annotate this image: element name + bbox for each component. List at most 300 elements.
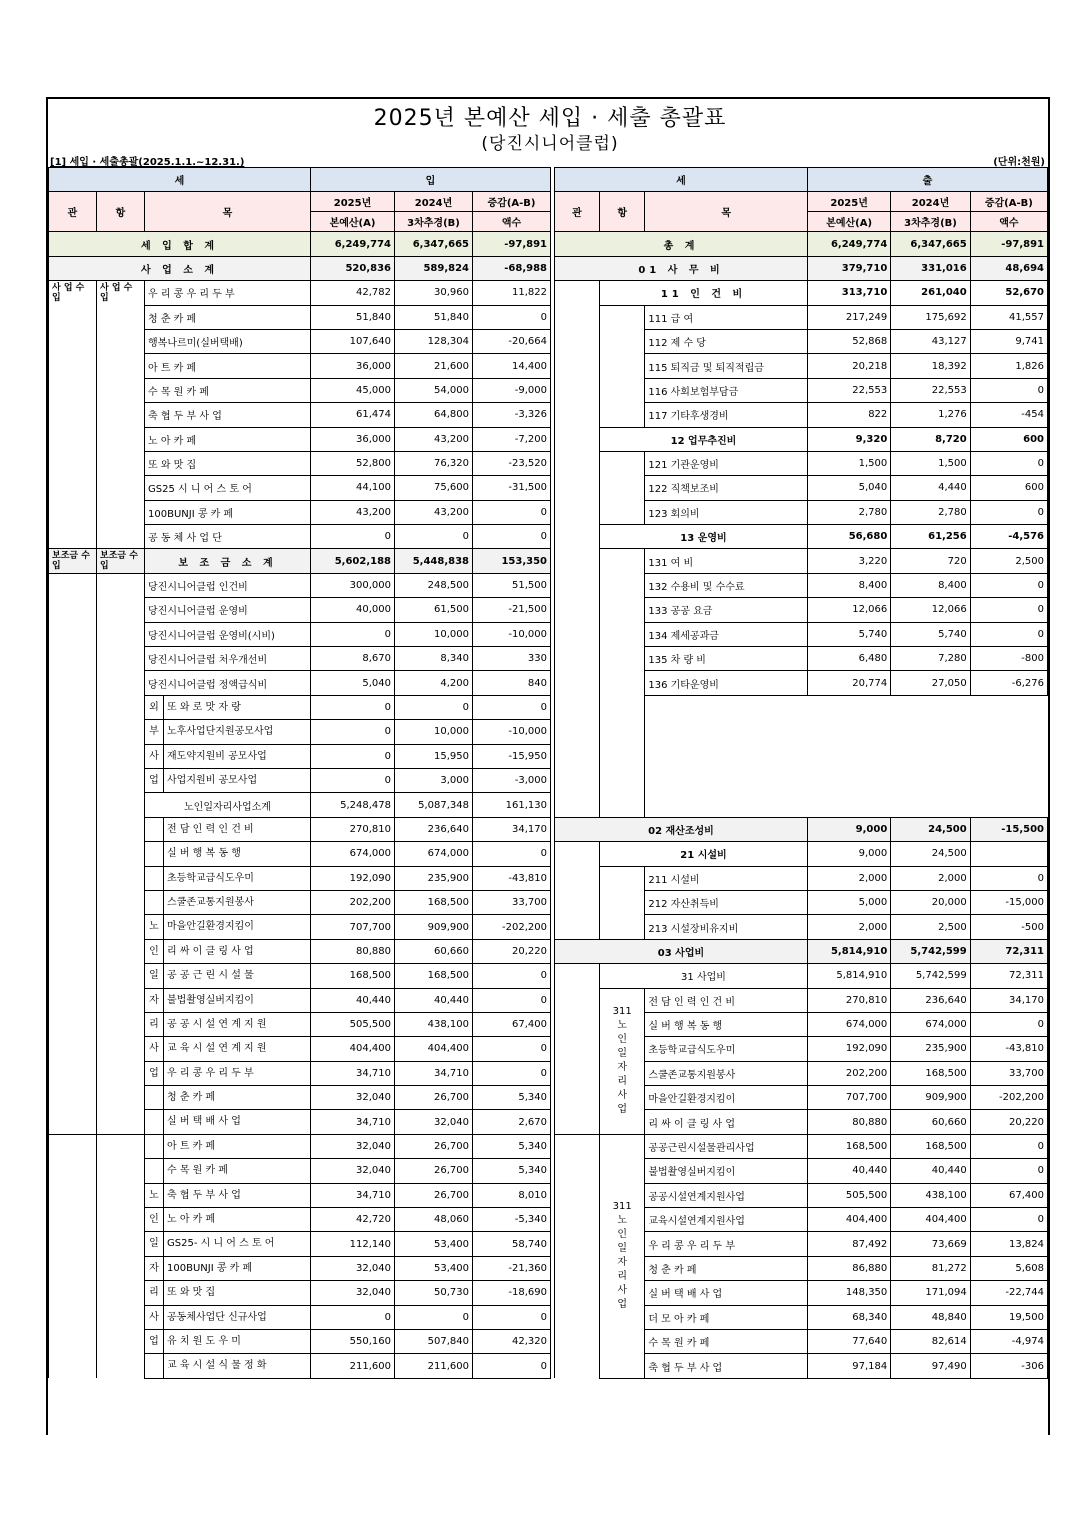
senior-label-char — [145, 1354, 164, 1377]
col-2024-sub: 3차추경(B) — [891, 212, 970, 232]
empty-cell — [49, 720, 97, 744]
value-cell: 0 — [311, 768, 395, 792]
value-cell: 0 — [473, 305, 551, 329]
item-label: 우 리 콩 우 리 두 부 — [645, 1232, 808, 1256]
empty-cell — [555, 671, 600, 695]
biz-rows — [49, 281, 551, 549]
item-label: 또 와 맛 집 — [145, 451, 311, 475]
cell: -68,988 — [473, 256, 551, 280]
value-cell: 54,000 — [395, 378, 473, 402]
value-cell: 438,100 — [395, 1012, 473, 1036]
item-label: 노 아 카 페 — [167, 1214, 216, 1226]
value-cell: -7,200 — [473, 427, 551, 451]
table-row — [555, 378, 1048, 402]
table-row — [555, 354, 1048, 378]
item-label: 당진시니어클럽 처우개선비 — [145, 647, 311, 671]
value-cell: 75,600 — [395, 476, 473, 500]
value-cell: -10,000 — [473, 622, 551, 646]
table-row — [49, 1012, 551, 1036]
value-cell: 6,480 — [807, 647, 890, 671]
senior2-rows — [49, 1134, 551, 1378]
item-label: 당진시니어클럽 운영비 — [145, 598, 311, 622]
value-cell: 48,694 — [970, 256, 1047, 280]
value-cell: 550,160 — [311, 1329, 395, 1353]
expenditure-rows — [555, 256, 1048, 1378]
item-cell — [145, 964, 311, 988]
value-cell: 61,256 — [891, 525, 970, 549]
value-cell: 1,500 — [807, 451, 890, 475]
value-cell: 42,782 — [311, 281, 395, 305]
item-label: 115 퇴직금 및 퇴직적립금 — [645, 354, 808, 378]
senior-label-char — [145, 867, 164, 890]
value-cell: 0 — [970, 1012, 1047, 1036]
empty-cell — [49, 1134, 97, 1158]
value-cell: 27,050 — [891, 671, 970, 695]
value-cell: 20,000 — [891, 890, 970, 914]
empty-cell — [600, 476, 645, 500]
item-label: 수 목 원 카 페 — [167, 1165, 229, 1177]
table-row — [49, 1134, 551, 1158]
item-cell — [145, 1086, 311, 1110]
empty-cell — [555, 1012, 600, 1036]
value-cell: 81,272 — [891, 1256, 970, 1280]
table-row — [49, 744, 551, 768]
value-cell: 11,822 — [473, 281, 551, 305]
value-cell: 40,440 — [891, 1159, 970, 1183]
empty-cell — [555, 329, 600, 353]
value-cell: 5,814,910 — [807, 939, 890, 963]
item-label: 우 리 콩 우 리 두 부 — [145, 281, 311, 305]
item-label: 수 목 원 카 페 — [145, 378, 311, 402]
value-cell: 5,000 — [807, 890, 890, 914]
empty-cell — [600, 378, 645, 402]
table-row — [49, 1305, 551, 1329]
external-label-char: 사 — [145, 745, 164, 768]
value-cell: 235,900 — [891, 1037, 970, 1061]
empty-cell — [97, 939, 145, 963]
value-cell: 61,474 — [311, 403, 395, 427]
value-cell: 8,010 — [473, 1183, 551, 1207]
value-cell: 674,000 — [807, 1012, 890, 1036]
empty-cell — [555, 720, 600, 744]
senior-label-char — [145, 1159, 164, 1182]
value-cell: 8,400 — [891, 573, 970, 597]
value-cell: 707,700 — [311, 915, 395, 939]
value-cell: 5,742,599 — [891, 964, 970, 988]
value-cell: 32,040 — [311, 1159, 395, 1183]
value-cell: 53,400 — [395, 1232, 473, 1256]
table-row — [555, 573, 1048, 597]
value-cell: 5,608 — [970, 1256, 1047, 1280]
empty-cell — [97, 1208, 145, 1232]
p311-label: 311 노 인 일 자 리 사 업 — [600, 1134, 645, 1378]
cell: 520,836 — [311, 256, 395, 280]
value-cell: -18,690 — [473, 1281, 551, 1305]
asset-label: 02 재산조성비 — [555, 817, 808, 841]
empty-cell — [555, 915, 600, 939]
value-cell: 2,780 — [891, 500, 970, 524]
value-cell: 32,040 — [311, 1256, 395, 1280]
empty-cell — [49, 1061, 97, 1085]
empty-cell — [555, 1232, 600, 1256]
ops-label: 13 운영비 — [600, 525, 808, 549]
value-cell: 404,400 — [311, 1037, 395, 1061]
empty-cell — [49, 890, 97, 914]
value-cell: 20,774 — [807, 671, 890, 695]
col-2025-sub: 본예산(A) — [311, 212, 395, 232]
table-row — [49, 915, 551, 939]
value-cell: 211,600 — [311, 1354, 395, 1378]
value-cell: 168,500 — [807, 1134, 890, 1158]
empty-cell — [555, 1281, 600, 1305]
value-cell: -10,000 — [473, 720, 551, 744]
value-cell: 43,200 — [311, 500, 395, 524]
value-cell: -202,200 — [473, 915, 551, 939]
value-cell: 41,557 — [970, 305, 1047, 329]
item-label: 121 기관운영비 — [645, 451, 808, 475]
value-cell: 0 — [473, 842, 551, 866]
value-cell: 40,440 — [311, 988, 395, 1012]
table-row — [49, 598, 551, 622]
empty-cell — [97, 1134, 145, 1158]
empty-cell — [97, 817, 145, 841]
item-label: 당진시니어클럽 인건비 — [145, 573, 311, 597]
col-diff-sub: 액수 — [473, 212, 551, 232]
subsidy-gwan: 보조금 수 입 — [49, 549, 97, 573]
empty-cell — [49, 1208, 97, 1232]
value-cell: 5,340 — [473, 1134, 551, 1158]
empty-cell — [49, 671, 97, 695]
table-row — [555, 671, 1048, 695]
table-row — [555, 1134, 1048, 1158]
revenue-table — [48, 167, 551, 1379]
table-row — [49, 720, 551, 744]
value-cell: 2,000 — [891, 866, 970, 890]
value-cell: 0 — [395, 525, 473, 549]
value-cell: 0 — [311, 744, 395, 768]
empty-cell — [97, 964, 145, 988]
item-label: 117 기타후생경비 — [645, 403, 808, 427]
value-cell: -3,326 — [473, 403, 551, 427]
value-cell: 51,840 — [395, 305, 473, 329]
value-cell: 9,320 — [807, 427, 890, 451]
external-label-char: 부 — [145, 720, 164, 743]
value-cell: 909,900 — [891, 1086, 970, 1110]
value-cell: 0 — [970, 378, 1047, 402]
empty-cell — [97, 1012, 145, 1036]
col-2024: 2024년 — [395, 192, 473, 212]
item-label: 행복나르미(실버택배) — [145, 329, 311, 353]
senior-subtotal-row — [49, 793, 551, 817]
senior-label-char: 일 — [145, 964, 164, 987]
table-row — [49, 1256, 551, 1280]
item-cell — [145, 866, 311, 890]
revenue-total-label: 세 입 합 계 — [49, 232, 311, 256]
empty-cell — [97, 1305, 145, 1329]
empty-cell — [600, 598, 645, 622]
item-cell — [145, 939, 311, 963]
empty-cell — [555, 403, 600, 427]
table-row — [555, 500, 1048, 524]
table-row — [49, 939, 551, 963]
empty-cell — [600, 866, 645, 890]
value-cell: 82,614 — [891, 1329, 970, 1353]
value-cell — [970, 842, 1047, 866]
item-label: 스쿨존교통지원봉사 — [167, 896, 254, 908]
cell: 589,824 — [395, 256, 473, 280]
empty-cell — [555, 1208, 600, 1232]
value-cell: -6,276 — [970, 671, 1047, 695]
value-cell: -43,810 — [473, 866, 551, 890]
item-cell — [145, 1134, 311, 1158]
value-cell: 0 — [395, 1305, 473, 1329]
empty-cell — [645, 768, 1048, 792]
item-cell — [145, 890, 311, 914]
duty-label: 12 업무추진비 — [600, 427, 808, 451]
empty-cell — [600, 354, 645, 378]
value-cell: 0 — [473, 1037, 551, 1061]
value-cell: 73,669 — [891, 1232, 970, 1256]
item-label: 아 트 카 페 — [167, 1140, 216, 1152]
value-cell: 107,640 — [311, 329, 395, 353]
item-label: 132 수용비 및 수수료 — [645, 573, 808, 597]
empty-cell — [97, 671, 145, 695]
col-gwan: 관 — [49, 192, 97, 232]
empty-cell — [600, 768, 645, 792]
table-row — [555, 695, 1048, 719]
external-rows — [49, 695, 551, 793]
empty-cell — [49, 915, 97, 939]
empty-cell — [600, 329, 645, 353]
table-row — [555, 866, 1048, 890]
empty-cell — [555, 573, 600, 597]
value-cell: -20,664 — [473, 329, 551, 353]
subsidy-hang: 보조금 수 입 — [97, 549, 145, 573]
table-row — [555, 890, 1048, 914]
value-cell: 33,700 — [970, 1061, 1047, 1085]
cell: 161,130 — [473, 793, 551, 817]
value-cell: 40,000 — [311, 598, 395, 622]
table-row — [555, 451, 1048, 475]
item-label: 리 싸 이 클 링 사 업 — [645, 1110, 808, 1134]
value-cell: 33,700 — [473, 890, 551, 914]
value-cell: 52,868 — [807, 329, 890, 353]
empty-cell — [97, 1037, 145, 1061]
empty-cell — [600, 793, 645, 817]
value-cell: 0 — [311, 720, 395, 744]
value-cell: 87,492 — [807, 1232, 890, 1256]
empty-cell — [97, 622, 145, 646]
empty-cell — [555, 378, 600, 402]
value-cell: 192,090 — [807, 1037, 890, 1061]
value-cell: 32,040 — [311, 1281, 395, 1305]
value-cell: -23,520 — [473, 451, 551, 475]
value-cell: 51,500 — [473, 573, 551, 597]
item-cell — [145, 817, 311, 841]
empty-cell — [600, 695, 645, 719]
col-diff: 증감(A-B) — [970, 192, 1047, 212]
empty-cell — [555, 1159, 600, 1183]
empty-cell — [49, 695, 97, 719]
empty-cell — [97, 1110, 145, 1134]
table-row — [555, 598, 1048, 622]
empty-cell — [555, 1037, 600, 1061]
value-cell: 24,500 — [891, 842, 970, 866]
value-cell: 840 — [473, 671, 551, 695]
col-mok: 목 — [645, 192, 808, 232]
value-cell: 0 — [311, 525, 395, 549]
item-label: 공공근린시설물관리사업 — [645, 1134, 808, 1158]
senior-label-char — [145, 891, 164, 914]
empty-cell — [555, 866, 600, 890]
value-cell: 67,400 — [970, 1183, 1047, 1207]
table-row — [555, 305, 1048, 329]
value-cell: 20,220 — [970, 1110, 1047, 1134]
empty-cell — [49, 842, 97, 866]
empty-cell — [49, 647, 97, 671]
empty-cell — [49, 1037, 97, 1061]
biz-gwan: 사 업 수 입 — [49, 281, 97, 549]
value-cell: 26,700 — [395, 1134, 473, 1158]
value-cell: 4,440 — [891, 476, 970, 500]
value-cell: 0 — [473, 1305, 551, 1329]
empty-cell — [97, 720, 145, 744]
table-row — [49, 647, 551, 671]
value-cell: 76,320 — [395, 451, 473, 475]
item-label: GS25- 시 니 어 스 토 어 — [167, 1238, 275, 1250]
empty-cell — [97, 573, 145, 597]
item-label: 전 담 인 력 인 건 비 — [645, 988, 808, 1012]
senior-label-char: 사 — [145, 1037, 164, 1060]
value-cell: 32,040 — [311, 1086, 395, 1110]
value-cell: 34,710 — [311, 1061, 395, 1085]
value-cell: 0 — [473, 1354, 551, 1378]
item-cell — [145, 1232, 311, 1256]
value-cell: 438,100 — [891, 1183, 970, 1207]
empty-cell — [97, 842, 145, 866]
empty-cell — [555, 281, 600, 305]
value-cell: 600 — [970, 427, 1047, 451]
col-2025: 2025년 — [807, 192, 890, 212]
item-label: 불법촬영실버지킴이 — [167, 994, 254, 1006]
value-cell: 674,000 — [311, 842, 395, 866]
value-cell: 330 — [473, 647, 551, 671]
value-cell: 64,800 — [395, 403, 473, 427]
table-row — [49, 1329, 551, 1353]
value-cell: 21,600 — [395, 354, 473, 378]
item-label: 211 시설비 — [645, 866, 808, 890]
empty-cell — [49, 1232, 97, 1256]
empty-cell — [49, 964, 97, 988]
empty-cell — [645, 793, 1048, 817]
empty-cell — [555, 1354, 600, 1378]
empty-cell — [49, 768, 97, 792]
value-cell: 313,710 — [807, 281, 890, 305]
table-row — [49, 866, 551, 890]
subsidy-rows — [49, 573, 551, 695]
subsidy-subtotal-row — [49, 549, 551, 573]
item-label: 청 춘 카 페 — [167, 1092, 216, 1104]
value-cell: 42,720 — [311, 1208, 395, 1232]
empty-cell — [555, 500, 600, 524]
item-label: 213 시설장비유지비 — [645, 915, 808, 939]
value-cell: 34,710 — [395, 1061, 473, 1085]
external-label-char: 외 — [145, 696, 164, 719]
empty-cell — [97, 915, 145, 939]
item-label: 축 협 두 부 사 업 — [167, 1189, 241, 1201]
cell: 5,087,348 — [395, 793, 473, 817]
value-cell: 36,000 — [311, 354, 395, 378]
value-cell: 168,500 — [891, 1061, 970, 1085]
empty-cell — [555, 354, 600, 378]
value-cell: 192,090 — [311, 866, 395, 890]
table-row — [49, 1086, 551, 1110]
value-cell: -21,500 — [473, 598, 551, 622]
empty-cell — [97, 768, 145, 792]
empty-cell — [555, 598, 600, 622]
senior-label-char: 리 — [145, 1013, 164, 1036]
table-row — [555, 964, 1048, 988]
item-cell — [145, 695, 311, 719]
value-cell: 236,640 — [891, 988, 970, 1012]
senior-label-char — [145, 818, 164, 841]
item-cell — [145, 720, 311, 744]
value-cell: 40,440 — [807, 1159, 890, 1183]
value-cell: 0 — [473, 695, 551, 719]
empty-cell — [555, 1329, 600, 1353]
value-cell: 18,392 — [891, 354, 970, 378]
budget-sheet — [46, 97, 1050, 1435]
revenue-head: 세 — [49, 168, 311, 192]
empty-cell — [555, 525, 600, 549]
table-row — [555, 744, 1048, 768]
col-diff-sub: 액수 — [970, 212, 1047, 232]
value-cell: 112,140 — [311, 1232, 395, 1256]
value-cell: 34,170 — [473, 817, 551, 841]
empty-cell — [97, 1159, 145, 1183]
p311-label: 311 노 인 일 자 리 사 업 — [600, 988, 645, 1134]
empty-cell — [600, 403, 645, 427]
item-label: 공공시설연계지원사업 — [645, 1183, 808, 1207]
value-cell: 300,000 — [311, 573, 395, 597]
value-cell: 0 — [311, 622, 395, 646]
value-cell: 217,249 — [807, 305, 890, 329]
expenditure-total-row — [555, 232, 1048, 256]
value-cell: 404,400 — [395, 1037, 473, 1061]
expenditure-head-2: 출 — [807, 168, 1047, 192]
value-cell: 0 — [395, 695, 473, 719]
item-label: 또 와 맛 집 — [167, 1287, 216, 1299]
item-cell — [145, 1110, 311, 1134]
proj31-label: 31 사업비 — [600, 964, 808, 988]
page-title: 2025년 본예산 세입 · 세출 총괄표 — [373, 106, 727, 131]
value-cell: 22,553 — [807, 378, 890, 402]
empty-cell — [97, 1183, 145, 1207]
revenue-head-2: 입 — [311, 168, 551, 192]
item-label: 전 담 인 력 인 건 비 — [167, 823, 254, 835]
table-row — [555, 281, 1048, 305]
cell: 5,602,188 — [311, 549, 395, 573]
item-label: 수 목 원 카 페 — [645, 1329, 808, 1353]
value-cell: 48,060 — [395, 1208, 473, 1232]
value-cell: 52,800 — [311, 451, 395, 475]
cell: -97,891 — [473, 232, 551, 256]
value-cell: 43,200 — [395, 427, 473, 451]
senior-label-char: 업 — [145, 1330, 164, 1353]
empty-cell — [49, 1086, 97, 1110]
value-cell: 0 — [473, 988, 551, 1012]
value-cell: 10,000 — [395, 720, 473, 744]
